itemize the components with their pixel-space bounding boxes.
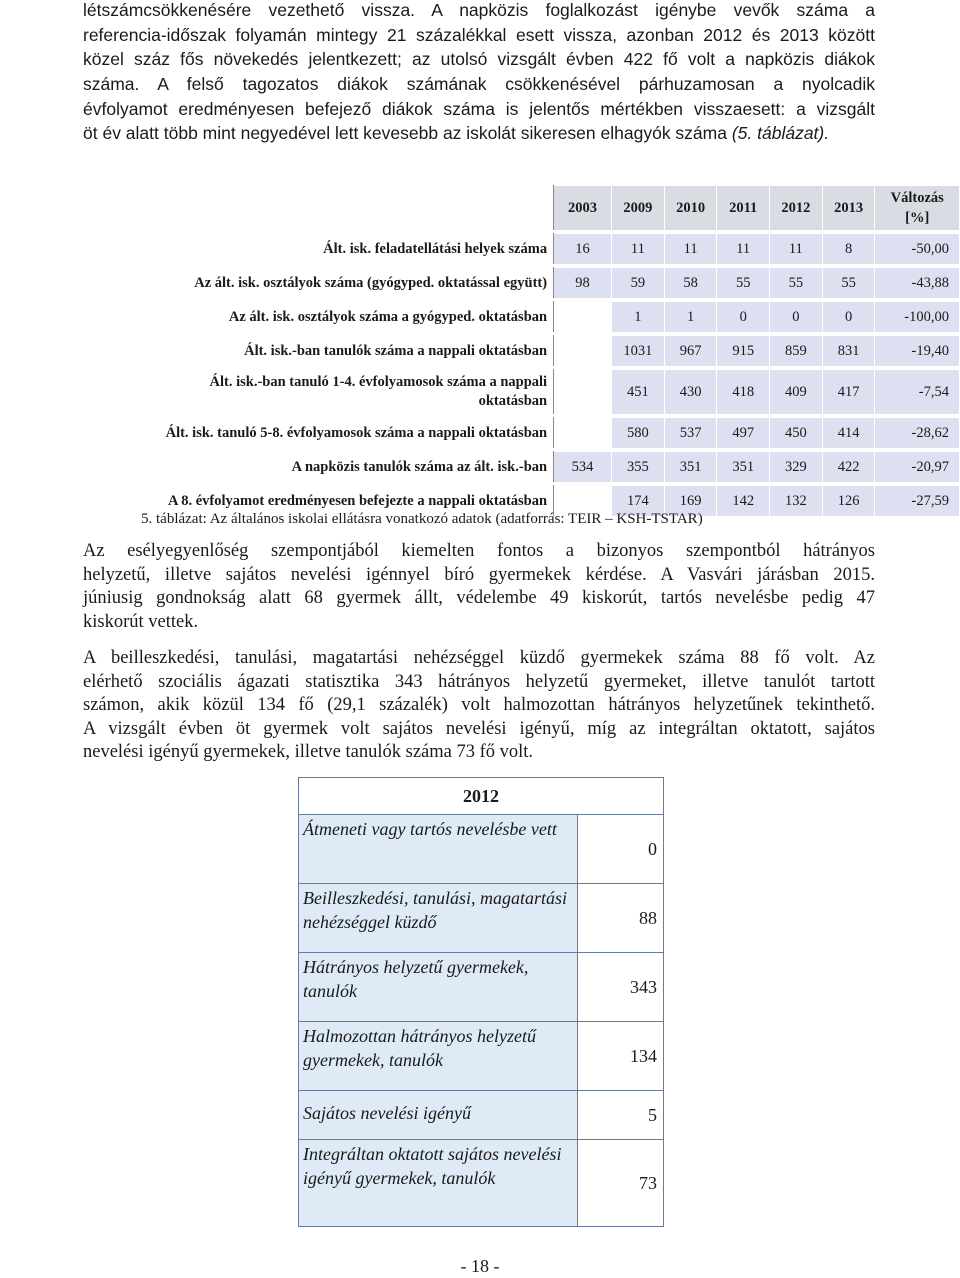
row-label: Sajátos nevelési igényű [299, 1091, 578, 1140]
row-label: Integráltan oktatott sajátos nevelési igényű gyermekek, tanulók [299, 1140, 578, 1227]
row-label: Ált. isk. tanuló 5-8. évfolyamosok száma a nappali oktatásban [71, 418, 554, 449]
table-header-row [71, 186, 960, 231]
cell-change: -50,00 [875, 234, 960, 265]
year-header: 2009 [611, 186, 664, 231]
row-value: 5 [578, 1091, 664, 1140]
2012-stats-table [298, 777, 664, 1227]
text-line: száma. A felső tagozatos diákok számának csökkenésével párhuzamosan a nyolcadik [83, 74, 875, 94]
cell-value: 1 [664, 302, 717, 333]
cell-value: 417 [822, 370, 875, 415]
text-line: helyzetű, illetve sajátos nevelési igénnyel bíró gyermekek kérdése. A Vasvári járásban 2015. [83, 564, 875, 585]
page-number: - 18 - [460, 1256, 500, 1276]
cell-value: 414 [822, 418, 875, 449]
cell-value: 55 [769, 268, 822, 299]
year-header: 2010 [664, 186, 717, 231]
cell-value: 0 [822, 302, 875, 333]
table-row [299, 1091, 664, 1140]
table-header-row [299, 778, 664, 815]
cell-value: 915 [717, 336, 769, 367]
text-line: évfolyamot eredményesen befejező diákok száma is jelentős mértékben visszaesett: a vizsgált [83, 98, 875, 119]
text-line: nevelési igényű gyermekek, illetve tanulók száma 73 fő volt. [83, 742, 534, 762]
cell-value: 59 [611, 268, 664, 299]
text-line: közel száz fős növekedés jelentkezett; az utolsó vizsgált évben 422 fő volt a napközis diákok [83, 49, 875, 69]
text-line-content: öt év alatt több mint negyedével lett kevesebb az iskolát sikeresen elhagyók száma [83, 123, 732, 143]
paragraph-upper-grade [83, 72, 875, 146]
cell-value: 422 [822, 452, 875, 483]
table-body [71, 231, 960, 517]
school-data-table [70, 185, 960, 517]
cell-value: 169 [664, 486, 717, 517]
table-header-blank [71, 186, 554, 231]
cell-value: 1031 [611, 336, 664, 367]
table-row [299, 1022, 664, 1091]
text-line [83, 121, 875, 146]
cell-change: -20,97 [875, 452, 960, 483]
table-row [71, 336, 960, 367]
cell-value: 55 [717, 268, 769, 299]
cell-value [554, 336, 612, 367]
change-header-unit: [%] [905, 210, 930, 226]
table-row [71, 302, 960, 333]
cell-value: 329 [769, 452, 822, 483]
table-row [299, 953, 664, 1022]
cell-value: 11 [611, 234, 664, 265]
row-label: Átmeneti vagy tartós nevelésbe vett [299, 815, 578, 884]
cell-value [554, 302, 612, 333]
cell-value: 174 [611, 486, 664, 517]
table-row [299, 884, 664, 953]
year-header: 2003 [554, 186, 612, 231]
table-row [71, 268, 960, 299]
table-caption: 5. táblázat: Az általános iskolai ellátásra vonatkozó adatok (adatforrás: TEIR – KSH-TSTAR) [141, 511, 703, 527]
text-line: júniusig gondnokság alatt 68 gyermek állt, védelembe 49 kiskorút, tartós nevelésbe pedig 47 [83, 588, 875, 608]
cell-value: 132 [769, 486, 822, 517]
table-row [71, 234, 960, 265]
year-header: 2011 [717, 186, 769, 231]
table-row [71, 452, 960, 483]
row-value: 0 [578, 815, 664, 884]
change-header [875, 186, 960, 231]
row-label: Ált. isk.-ban tanuló 1-4. évfolyamosok száma a nappali oktatásban [71, 370, 554, 415]
table-body [299, 815, 664, 1227]
cell-value: 580 [611, 418, 664, 449]
row-value: 134 [578, 1022, 664, 1091]
cell-change: -7,54 [875, 370, 960, 415]
cell-value: 534 [554, 452, 612, 483]
cell-value: 537 [664, 418, 717, 449]
cell-value: 58 [664, 268, 717, 299]
cell-value: 831 [822, 336, 875, 367]
cell-value: 430 [664, 370, 717, 415]
row-label: Hátrányos helyzetű gyermekek, tanulók [299, 953, 578, 1022]
row-label: Az ált. isk. osztályok száma a gyógyped. oktatásban [71, 302, 554, 333]
cell-value: 967 [664, 336, 717, 367]
cell-value: 11 [664, 234, 717, 265]
paragraph-disadvantaged [83, 647, 875, 765]
cell-value: 0 [717, 302, 769, 333]
cell-value: 355 [611, 452, 664, 483]
cell-value [554, 418, 612, 449]
cell-change: -27,59 [875, 486, 960, 517]
cell-value: 409 [769, 370, 822, 415]
text-line: Az esélyegyenlőség szempontjából kiemelten fontos a bizonyos szempontból hátrányos [83, 541, 875, 561]
cell-change: -28,62 [875, 418, 960, 449]
cell-change: -43,88 [875, 268, 960, 299]
row-label: Beilleszkedési, tanulási, magatartási nehézséggel küzdő [299, 884, 578, 953]
table-row [299, 815, 664, 884]
cell-value [554, 370, 612, 415]
cell-value: 418 [717, 370, 769, 415]
text-line: számon, akik közül 134 fő (29,1 százalék) volt halmozottan hátrányos helyzetűnek tekinthető. [83, 695, 875, 715]
cell-value: 1 [611, 302, 664, 333]
table-row [71, 370, 960, 415]
cell-value: 98 [554, 268, 612, 299]
cell-value: 8 [822, 234, 875, 265]
row-value: 88 [578, 884, 664, 953]
text-line: A beilleszkedési, tanulási, magatartási nehézséggel küzdő gyermekek száma 88 fő volt. Az [83, 648, 875, 668]
row-label: Halmozottan hátrányos helyzetű gyermekek, tanulók [299, 1022, 578, 1091]
cell-value: 142 [717, 486, 769, 517]
row-label: Az ált. isk. osztályok száma (gyógyped. oktatással együtt) [71, 268, 554, 299]
cell-value: 55 [822, 268, 875, 299]
text-line: referencia-időszak folyamán mintegy 21 százalékkal esett vissza, azonban 2012 és 2013 között [83, 24, 875, 45]
row-value: 343 [578, 953, 664, 1022]
row-label: Ált. isk. feladatellátási helyek száma [71, 234, 554, 265]
paragraph-equal-opportunity [83, 540, 875, 634]
year-header: 2012 [769, 186, 822, 231]
row-label: Ált. isk.-ban tanulók száma a nappali oktatásban [71, 336, 554, 367]
cell-value: 11 [769, 234, 822, 265]
year-header: 2013 [822, 186, 875, 231]
cell-value: 859 [769, 336, 822, 367]
text-line: kiskorút vettek. [83, 611, 199, 632]
cell-value: 351 [717, 452, 769, 483]
table-reference: (5. táblázat). [731, 123, 830, 143]
text-line: létszámcsökkenésére vezethető vissza. A napközis foglalkozást igénybe vevők száma a [83, 0, 875, 20]
cell-value: 351 [664, 452, 717, 483]
cell-change: -100,00 [875, 302, 960, 333]
cell-value: 11 [717, 234, 769, 265]
row-label: A napközis tanulók száma az ált. isk.-ban [71, 452, 554, 483]
table-row [299, 1140, 664, 1227]
cell-value: 451 [611, 370, 664, 415]
row-label: A 8. évfolyamot eredményesen befejezte a nappali oktatásban [71, 486, 554, 517]
text-line: A vizsgált évben öt gyermek volt sajátos nevelési igényű, míg az integráltan oktatott, sajátos [83, 718, 875, 739]
cell-value: 497 [717, 418, 769, 449]
row-value: 73 [578, 1140, 664, 1227]
cell-value: 450 [769, 418, 822, 449]
table-row [71, 418, 960, 449]
paragraph-intro-continued [83, 0, 875, 72]
year-header: 2012 [299, 778, 664, 815]
cell-change: -19,40 [875, 336, 960, 367]
text-line: elérhető szociális ágazati statisztika 343 hátrányos helyzetű gyermeket, illetve tanulót tartott [83, 671, 875, 692]
change-header-line: Változás [890, 190, 944, 206]
cell-value: 16 [554, 234, 612, 265]
cell-value: 126 [822, 486, 875, 517]
cell-value: 0 [769, 302, 822, 333]
